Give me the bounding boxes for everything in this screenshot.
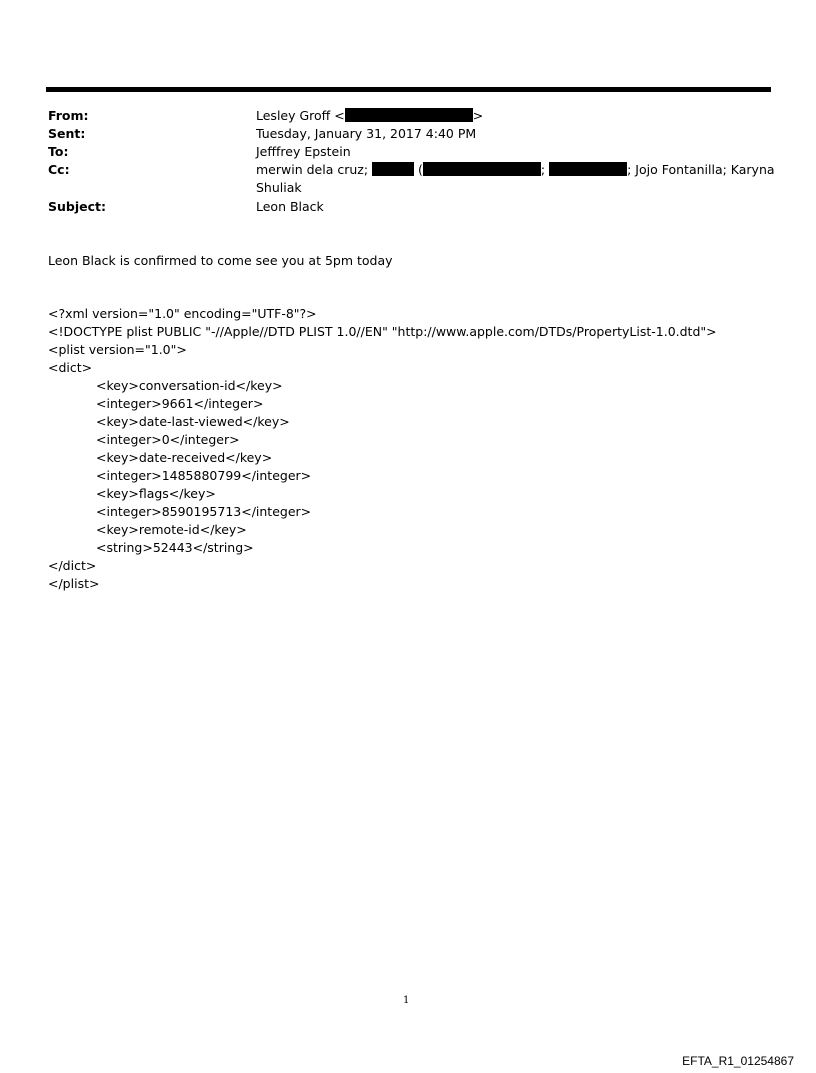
message-body: Leon Black is confirmed to come see you at 5pm today [48, 253, 393, 268]
plist-line: <key>remote-id</key> [96, 522, 247, 537]
xml-declaration: <?xml version="1.0" encoding="UTF-8"?> [48, 306, 317, 321]
cc-value [256, 161, 775, 179]
plist-line: <key>conversation-id</key> [96, 378, 283, 393]
dict-open: <dict> [48, 360, 93, 375]
sent-value: Tuesday, January 31, 2017 4:40 PM [256, 126, 477, 141]
cc-label: Cc: [48, 162, 70, 177]
cc-part1: merwin dela cruz; [256, 162, 369, 177]
dict-close: </dict> [48, 558, 97, 573]
cc-part2: ; Jojo Fontanilla; Karyna [627, 162, 775, 177]
subject-label: Subject: [48, 199, 106, 214]
plist-line: <integer>8590195713</integer> [96, 504, 312, 519]
plist-line: <integer>0</integer> [96, 432, 240, 447]
cc-paren: ( [418, 162, 423, 177]
header-rule [46, 87, 771, 92]
plist-close: </plist> [48, 576, 100, 591]
redaction-box [423, 162, 541, 176]
cc-semicolon: ; [540, 162, 546, 177]
to-value: Jefffrey Epstein [256, 144, 351, 159]
page-number: 1 [403, 995, 410, 1006]
redaction-box [345, 108, 473, 122]
plist-line: <key>date-received</key> [96, 450, 273, 465]
plist-line: <string>52443</string> [96, 540, 254, 555]
from-label: From: [48, 108, 89, 123]
from-close: > [472, 108, 484, 123]
doctype-line: <!DOCTYPE plist PUBLIC "-//Apple//DTD PLIST 1.0//EN" "http://www.apple.com/DTDs/PropertyList-1.0.dtd"> [48, 324, 717, 339]
plist-line: <integer>9661</integer> [96, 396, 264, 411]
plist-open: <plist version="1.0"> [48, 342, 187, 357]
subject-value: Leon Black [256, 199, 324, 214]
from-value [256, 107, 483, 125]
to-label: To: [48, 144, 69, 159]
from-name: Lesley Groff < [256, 108, 345, 123]
plist-line: <key>flags</key> [96, 486, 216, 501]
redaction-box [372, 162, 414, 176]
plist-line: <key>date-last-viewed</key> [96, 414, 290, 429]
sent-label: Sent: [48, 126, 86, 141]
plist-line: <integer>1485880799</integer> [96, 468, 312, 483]
redaction-box [549, 162, 627, 176]
document-id: EFTA_R1_01254867 [682, 1054, 794, 1068]
cc-line2: Shuliak [256, 180, 302, 195]
